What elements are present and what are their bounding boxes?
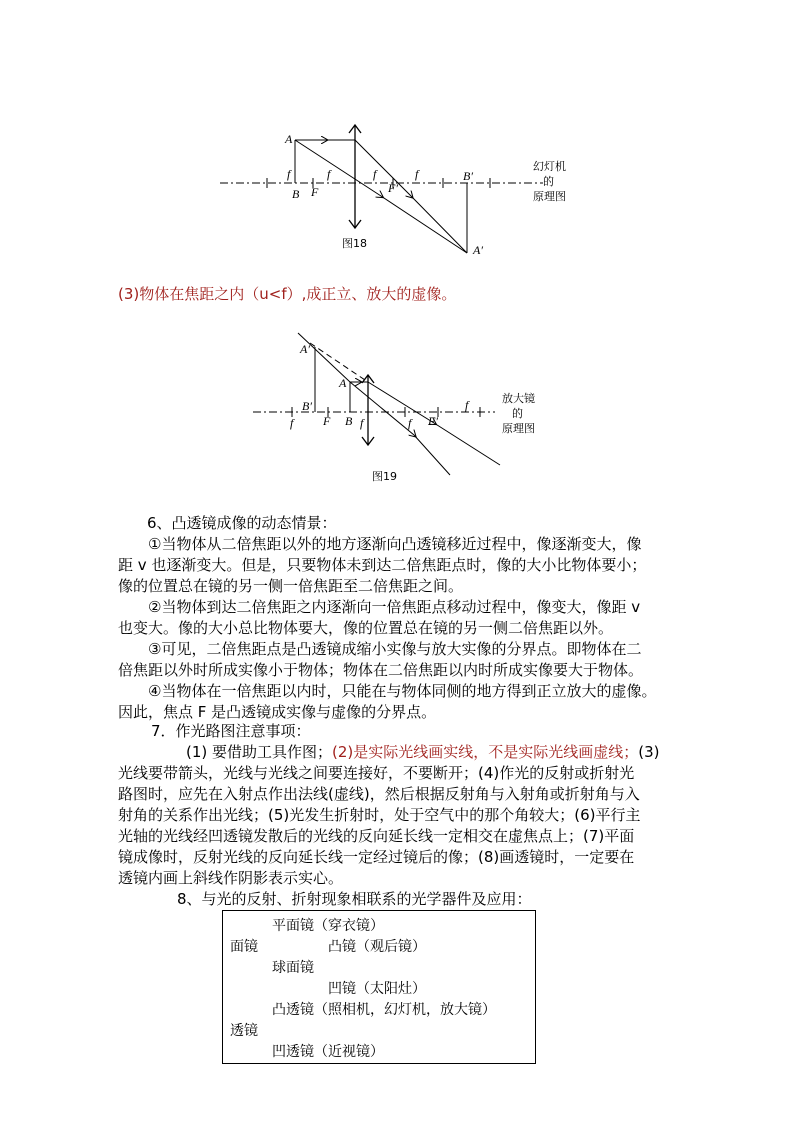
fig18-label-F-prime: F′ [388, 181, 398, 195]
section-6-heading: 6、凸透镜成像的动态情景： [147, 514, 337, 532]
section-7-line-4: 射角的关系作出光线；(5)光发生折射时，处于空气中的那个角较大；(6)平行主 [118, 806, 641, 824]
fig19-label-F: F [323, 414, 331, 428]
section-7-item-2: (2)是实际光线画实线，不是实际光线画虚线； [332, 743, 639, 761]
fig18-label-f3: f [373, 167, 377, 181]
section-6-line-4: ②当物体到达二倍焦距之内逐渐向一倍焦距点移动过程中，像变大，像距 v [148, 598, 641, 616]
fig19-label-f3: f [408, 416, 412, 430]
section-6-line-8: ④当物体在一倍焦距以内时，只能在与物体同侧的地方得到正立放大的虚像。 [148, 682, 657, 700]
table-concave-lens: 凹透镜（近视镜） [272, 1044, 384, 1060]
fig19-label-A: A [339, 376, 347, 390]
fig18-side-label-3: 原理图 [533, 190, 566, 203]
section-6-line-9: 因此，焦点 F 是凸透镜成实像与虚像的分界点。 [118, 703, 437, 721]
section-7-item-1: (1) 要借助工具作图； [186, 743, 333, 761]
fig19-label-f4: f [465, 398, 469, 412]
table-spherical-mirror: 球面镜 [272, 960, 314, 976]
fig19-caption: 图19 [372, 470, 397, 483]
section-7-item-3-start: (3) [638, 743, 660, 761]
fig18-label-A-prime: A′ [473, 243, 483, 257]
table-convex-lens: 凸透镜（照相机，幻灯机，放大镜） [272, 1002, 496, 1018]
table-plane-mirror: 平面镜（穿衣镜） [272, 918, 384, 934]
section-7-line-6: 镜成像时，反射光线的反向延长线一定经过镜后的像；(8)画透镜时，一定要在 [118, 848, 635, 866]
fig18-caption: 图18 [342, 237, 367, 250]
section-7-line-3: 路图时，应先在入射点作出法线(虚线)，然后根据反射角与入射角或折射角与入 [118, 785, 640, 803]
figure-18-diagram [215, 120, 575, 265]
fig19-label-A-prime: A′ [300, 342, 310, 356]
section-7-heading: 7．作光路图注意事项： [151, 722, 311, 740]
fig19-side-label-2: 的 [512, 407, 523, 420]
section-6-line-7: 倍焦距以外时所成实像小于物体；物体在二倍焦距以内时所成实像要大于物体。 [118, 661, 644, 679]
figure-19-diagram [250, 325, 570, 485]
fig18-label-f1: f [287, 167, 291, 181]
section-8-heading: 8、与光的反射、折射现象相联系的光学器件及应用： [177, 890, 532, 908]
table-lens: 透镜 [230, 1023, 258, 1039]
fig18-label-f4: f [415, 167, 419, 181]
section-6-line-1: ①当物体从二倍焦距以外的地方逐渐向凸透镜移近过程中，像逐渐变大，像 [148, 535, 642, 553]
fig18-side-label-2: 的 [543, 175, 554, 188]
fig19-label-B-prime: B′ [302, 399, 312, 413]
section-6-line-3: 像的位置总在镜的另一侧一倍焦距至二倍焦距之间。 [118, 577, 464, 595]
optics-classification-table [222, 910, 536, 1064]
fig19-label-f2: f [360, 416, 364, 430]
section-6-line-5: 也变大。像的大小总比物体要大，像的位置总在镜的另一侧二倍焦距以外。 [118, 619, 614, 637]
section-6-line-6: ③可见，二倍焦距点是凸透镜成缩小实像与放大实像的分界点。即物体在二 [148, 640, 642, 658]
item-3-text: (3)物体在焦距之内（u<f）,成正立、放大的虚像。 [118, 285, 457, 303]
fig18-label-B-prime: B′ [463, 169, 473, 183]
fig19-side-label-1: 放大镜 [502, 392, 535, 405]
section-7-line-5: 光轴的光线经凹透镜发散后的光线的反向延长线一定相交在虚焦点上；(7)平面 [118, 827, 635, 845]
section-7-line-1 [186, 742, 660, 762]
section-6-line-2: 距 v 也逐渐变大。但是，只要物体未到达二倍焦距点时，像的大小比物体要小； [118, 556, 647, 574]
fig19-side-label-3: 原理图 [502, 422, 535, 435]
fig19-label-B: B [345, 414, 353, 428]
section-7-line-7: 透镜内画上斜线作阴影表示实心。 [118, 869, 344, 887]
fig18-side-label-1: 幻灯机 [533, 160, 566, 173]
fig18-label-B: B [292, 187, 300, 201]
fig18-label-f2: f [327, 167, 331, 181]
section-7-line-2: 光线要带箭头，光线与光线之间要连接好，不要断开；(4)作光的反射或折射光 [118, 764, 635, 782]
fig18-label-A: A [285, 132, 293, 146]
fig19-label-f1: f [290, 416, 294, 430]
table-convex-mirror: 凸镜（观后镜） [328, 939, 426, 955]
fig19-label-F-prime: F′ [428, 414, 438, 428]
table-mirror: 面镜 [230, 939, 258, 955]
table-concave-mirror: 凹镜（太阳灶） [328, 981, 426, 997]
fig18-label-F: F [311, 185, 319, 199]
